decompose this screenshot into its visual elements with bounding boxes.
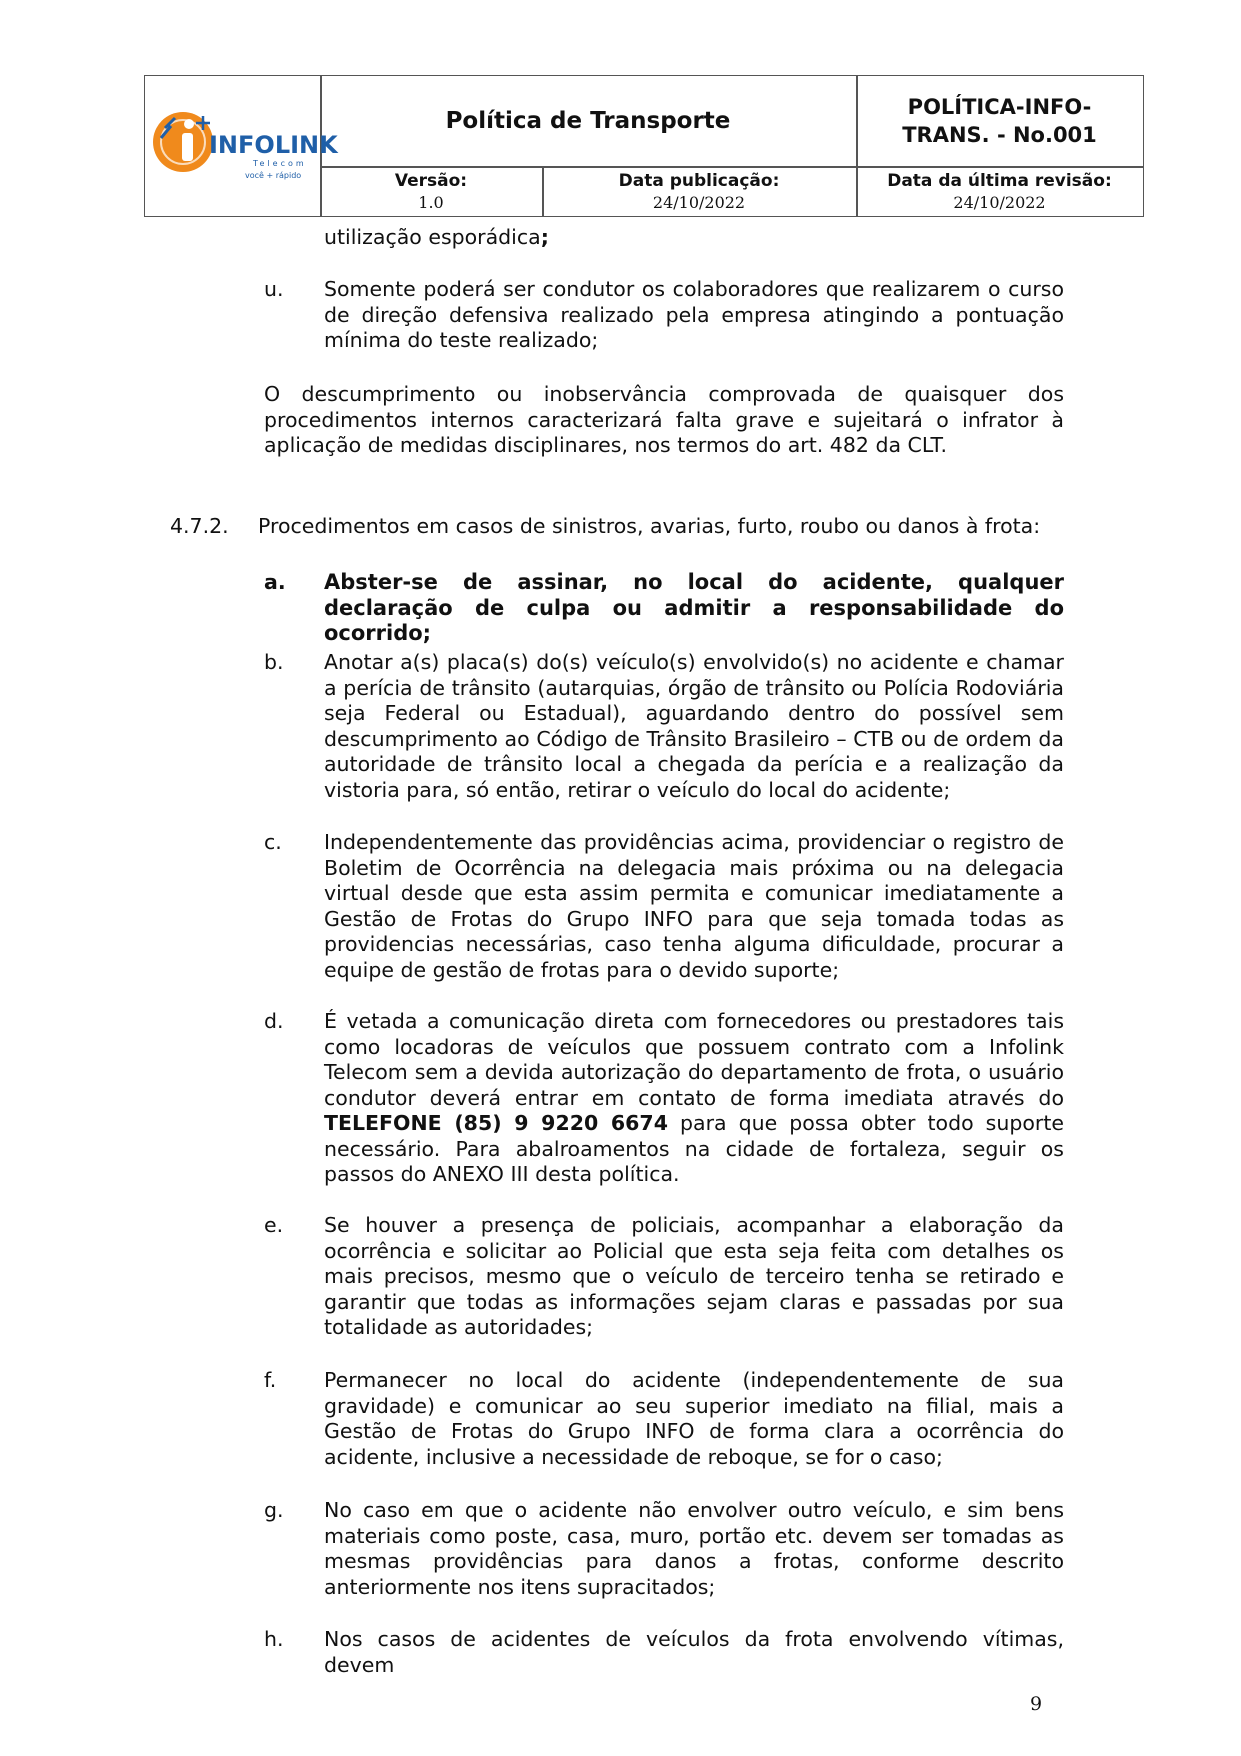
list-item-b [264, 650, 1064, 805]
item-d-text-after: para que possa obter todo suporte necessário. Para abalroamentos na cidade de fortaleza, seguir os passos do ANEXO III desta política. [324, 1111, 1064, 1186]
list-item-text: Independentemente das providências acima, providenciar o registro de Boletim de Ocorrência na delegacia mais próxima ou na delegacia virtual desde que esta assim permita e comunicar imediatamente a Gestão de Frotas do Grupo INFO para que seja tomada todas as providencias necessárias, caso tenha alguma dificuldade, procurar a equipe de gestão de frotas para o devido suporte; [324, 830, 1064, 982]
list-item-g [264, 1498, 1064, 1603]
list-item-text: No caso em que o acidente não envolver outro veículo, e sim bens materiais como poste, casa, muro, portão etc. devem ser tomadas as mesmas providências para danos a frotas, conforme descrito anteriormente nos itens supracitados; [324, 1498, 1064, 1599]
publication-date-value: 24/10/2022 [652, 193, 746, 212]
list-item-a [264, 570, 1064, 645]
list-item-c [264, 830, 1064, 985]
list-item-marker: g. [264, 1498, 284, 1522]
list-item-marker: h. [264, 1627, 284, 1651]
list-item-h [264, 1627, 1064, 1677]
noncompliance-paragraph: O descumprimento ou inobservância comprovada de quaisquer dos procedimentos internos caracterizará falta grave e sujeitará o infrator à aplicação de medidas disciplinares, nos termos do art. 482 da CLT. [264, 382, 1064, 457]
document-code-line2: TRANS. - No.001 [902, 123, 1097, 147]
phone-number: TELEFONE (85) 9 9220 6674 [324, 1111, 668, 1135]
document-title [320, 76, 856, 166]
list-item-text [324, 1009, 1064, 1188]
revision-date-value: 24/10/2022 [953, 193, 1046, 212]
list-item-text: Se houver a presença de policiais, acompanhar a elaboração da ocorrência e solicitar ao Policial que esta seja feita com detalhes os mais precisos, mesmo que o veículo de terceiro tenha se retirado e garantir que todas as informações sejam claras e passadas por sua totalidade as autoridades; [324, 1213, 1064, 1339]
list-item-marker: u. [264, 277, 284, 301]
continued-text-body: utilização esporádica [324, 225, 541, 249]
list-item-text: Anotar a(s) placa(s) do(s) veículo(s) envolvido(s) no acidente e chamar a perícia de trânsito (autarquias, órgão de trânsito ou Polícia Rodoviária seja Federal ou Estadual), aguardando dentro do possível sem descumprimento ao Código de Trânsito Brasileiro – CTB ou de ordem da autoridade de trânsito local a chegada da perícia e a realização da vistoria para, só então, retirar o veículo do local do acidente; [324, 650, 1064, 802]
list-item-marker: c. [264, 830, 282, 854]
revision-date-label: Data da última revisão: [887, 171, 1112, 191]
document-code [856, 76, 1143, 166]
document-title-text: Política de Transporte [445, 108, 731, 134]
logo-tagline-text: você + rápido [245, 171, 302, 180]
version-label: Versão: [394, 171, 468, 191]
document-header-table [144, 75, 1144, 217]
item-d-text-before: É vetada a comunicação direta com fornecedores ou prestadores tais como locadoras de veículos que possuem contrato com a Infolink Telecom sem a devida autorização do departamento de frota, o usuário condutor deverá entrar em contato de forma imediata através do [324, 1009, 1064, 1110]
list-item-d [264, 1009, 1064, 1189]
publication-date-label: Data publicação: [618, 171, 780, 191]
company-logo [145, 76, 338, 216]
page-number: 9 [1030, 1693, 1043, 1715]
section-title: Procedimentos em casos de sinistros, avarias, furto, roubo ou danos à frota: [258, 514, 1041, 538]
version-cell [320, 166, 542, 216]
list-item-text: Permanecer no local do acidente (independentemente de sua gravidade) e comunicar ao seu superior imediato na filial, mais a Gestão de Frotas do Grupo INFO de forma clara a ocorrência do acidente, inclusive a necessidade de reboque, se for o caso; [324, 1368, 1064, 1469]
list-item-marker: d. [264, 1009, 284, 1033]
list-item-e [264, 1213, 1064, 1343]
continued-text-semicolon: ; [540, 225, 549, 249]
logo-brand-text: INFOLINK [209, 131, 338, 159]
list-item-marker: b. [264, 650, 284, 674]
logo-sub-text: Telecom [253, 159, 307, 168]
list-item-text: Abster-se de assinar, no local do acidente, qualquer declaração de culpa ou admitir a responsabilidade do ocorrido; [324, 570, 1064, 645]
list-item-text: Somente poderá ser condutor os colaboradores que realizarem o curso de direção defensiva realizado pela empresa atingindo a pontuação mínima do teste realizado; [324, 277, 1064, 352]
document-code-line1: POLÍTICA-INFO- [907, 95, 1092, 119]
version-value: 1.0 [418, 193, 444, 212]
section-number: 4.7.2. [170, 514, 229, 538]
publication-date-cell [542, 166, 856, 216]
list-item-f [264, 1368, 1064, 1473]
list-item-marker: a. [264, 570, 286, 594]
list-item-text: Nos casos de acidentes de veículos da frota envolvendo vítimas, devem [324, 1627, 1064, 1677]
list-item-marker: e. [264, 1213, 284, 1237]
revision-date-cell [856, 166, 1143, 216]
list-item-marker: f. [264, 1368, 277, 1392]
list-item-u [264, 277, 1064, 357]
continued-text [324, 225, 1064, 251]
